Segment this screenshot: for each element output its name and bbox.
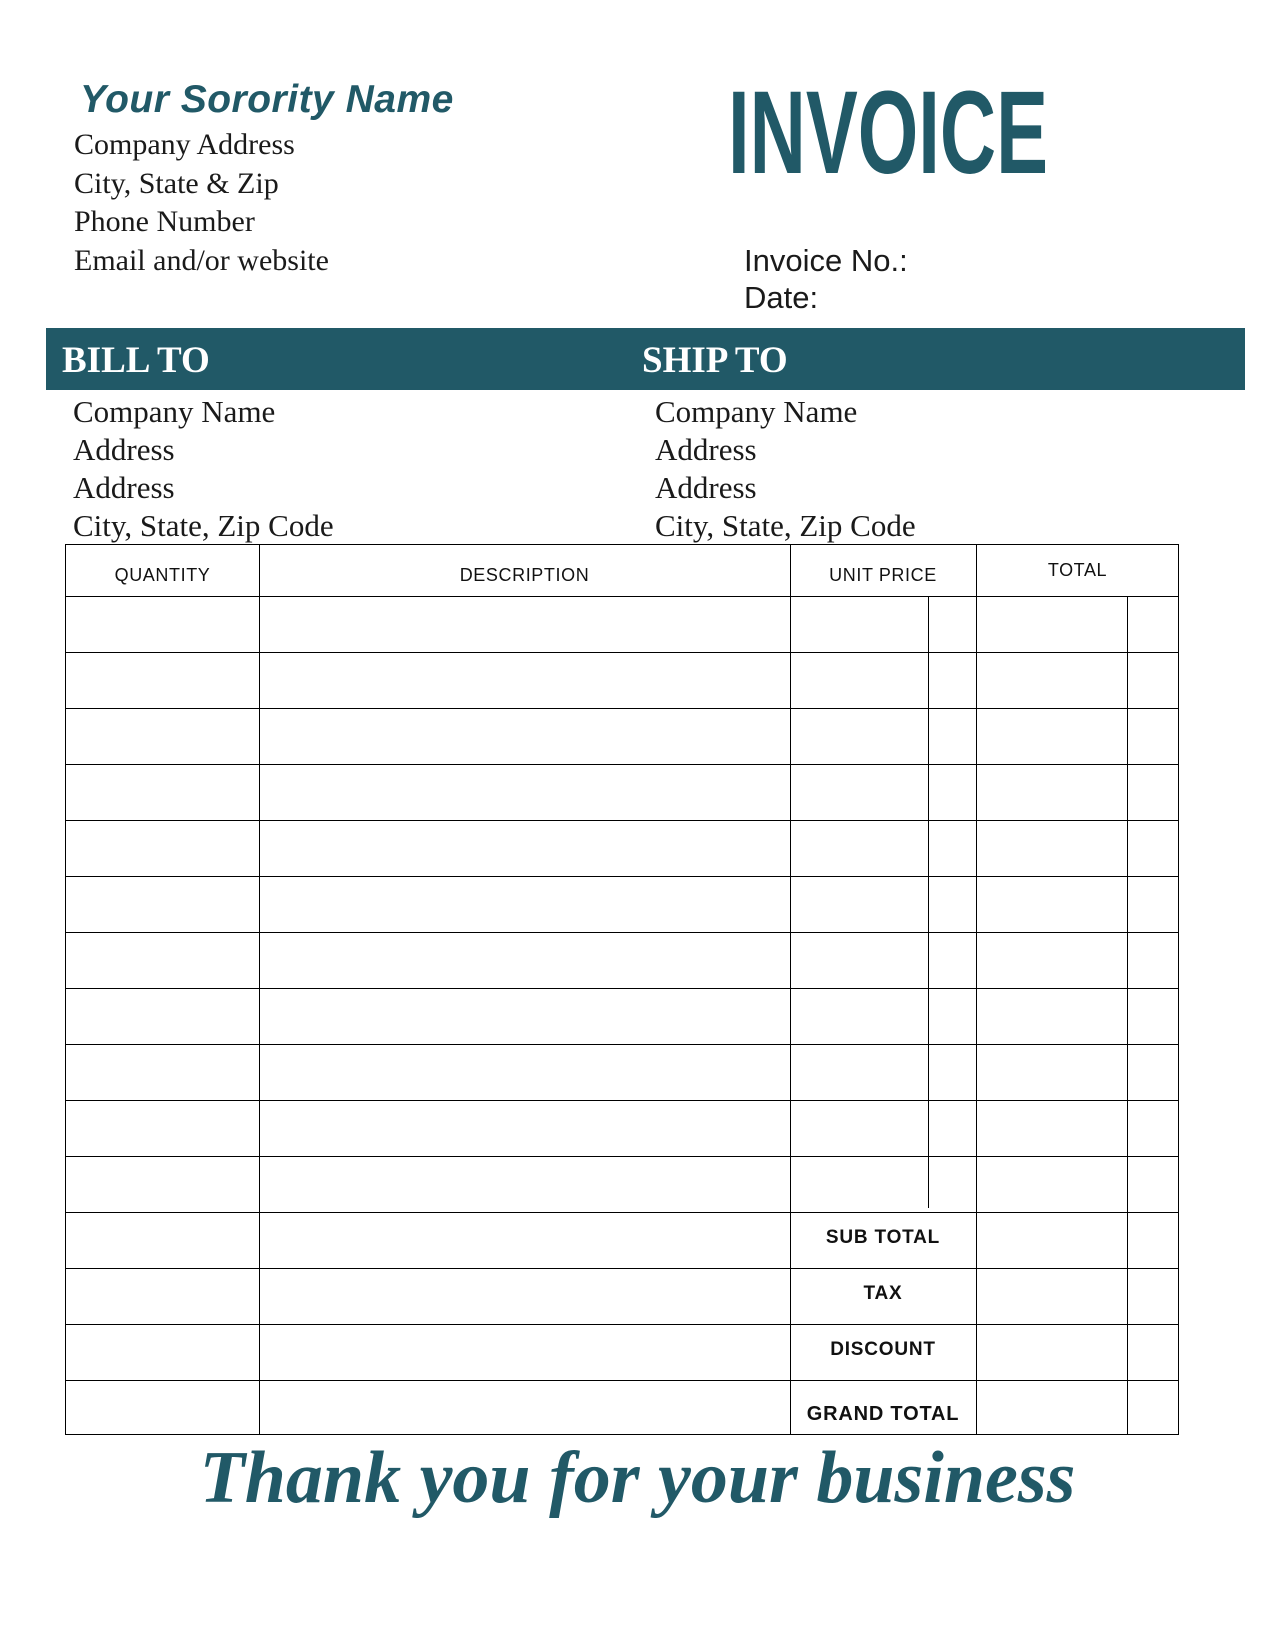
thank-you-message: Thank you for your business xyxy=(199,1437,1076,1519)
col-header-quantity: QUANTITY xyxy=(114,565,211,585)
table-col-divider xyxy=(259,545,260,1434)
discount-label: DISCOUNT xyxy=(830,1339,936,1360)
table-row-line xyxy=(66,1100,1178,1101)
ship-to-city-state-zip: City, State, Zip Code xyxy=(655,508,916,543)
invoice-number-label: Invoice No.: xyxy=(744,243,908,278)
unit-price-cents-divider xyxy=(928,596,929,1208)
table-row-line xyxy=(66,1268,1178,1269)
company-email-website: Email and/or website xyxy=(74,243,329,277)
ship-to-address-1: Address xyxy=(655,432,757,467)
subtotal-label: SUB TOTAL xyxy=(825,1227,941,1248)
table-row-line xyxy=(66,652,1178,653)
tax-label: TAX xyxy=(863,1283,903,1304)
company-phone: Phone Number xyxy=(74,205,255,238)
company-details xyxy=(74,126,329,280)
invoice-title xyxy=(728,66,1058,199)
total-cents-divider xyxy=(1127,596,1128,1434)
grand-total-label: GRAND TOTAL xyxy=(806,1403,960,1425)
table-row-line xyxy=(66,1380,1178,1381)
col-header-unit-price: UNIT PRICE xyxy=(829,565,937,585)
invoice-date-label: Date: xyxy=(744,280,819,315)
table-row-line xyxy=(66,1156,1178,1157)
table-row-line xyxy=(66,876,1178,877)
invoice-title-text: INVOICE xyxy=(728,67,1048,199)
bill-to-company: Company Name xyxy=(73,394,276,429)
table-row-line xyxy=(66,932,1178,933)
ship-to-heading: SHIP TO xyxy=(642,340,788,381)
table-row-line xyxy=(66,596,1178,597)
ship-to-address xyxy=(655,393,916,545)
bill-to-address-1: Address xyxy=(73,432,175,467)
company-name: Your Sorority Name xyxy=(80,78,454,121)
bill-to-heading: BILL TO xyxy=(62,340,210,381)
col-header-description: DESCRIPTION xyxy=(459,565,590,585)
invoice-meta xyxy=(744,242,908,316)
table-row-line xyxy=(66,1324,1178,1325)
bill-to-address xyxy=(73,393,334,545)
table-row-line xyxy=(66,764,1178,765)
ship-to-address-2: Address xyxy=(655,470,757,505)
table-row-line xyxy=(66,988,1178,989)
col-header-total: TOTAL xyxy=(1047,560,1108,580)
line-items-table xyxy=(65,544,1179,1435)
ship-to-company: Company Name xyxy=(655,394,858,429)
bill-to-city-state-zip: City, State, Zip Code xyxy=(73,508,334,543)
table-row-line xyxy=(66,708,1178,709)
bill-to-address-2: Address xyxy=(73,470,175,505)
table-col-divider xyxy=(976,545,977,1434)
table-row-line xyxy=(66,820,1178,821)
company-city-state-zip: City, State & Zip xyxy=(74,166,279,200)
company-address: Company Address xyxy=(74,128,295,161)
table-row-line xyxy=(66,1212,1178,1213)
table-row-line xyxy=(66,1044,1178,1045)
